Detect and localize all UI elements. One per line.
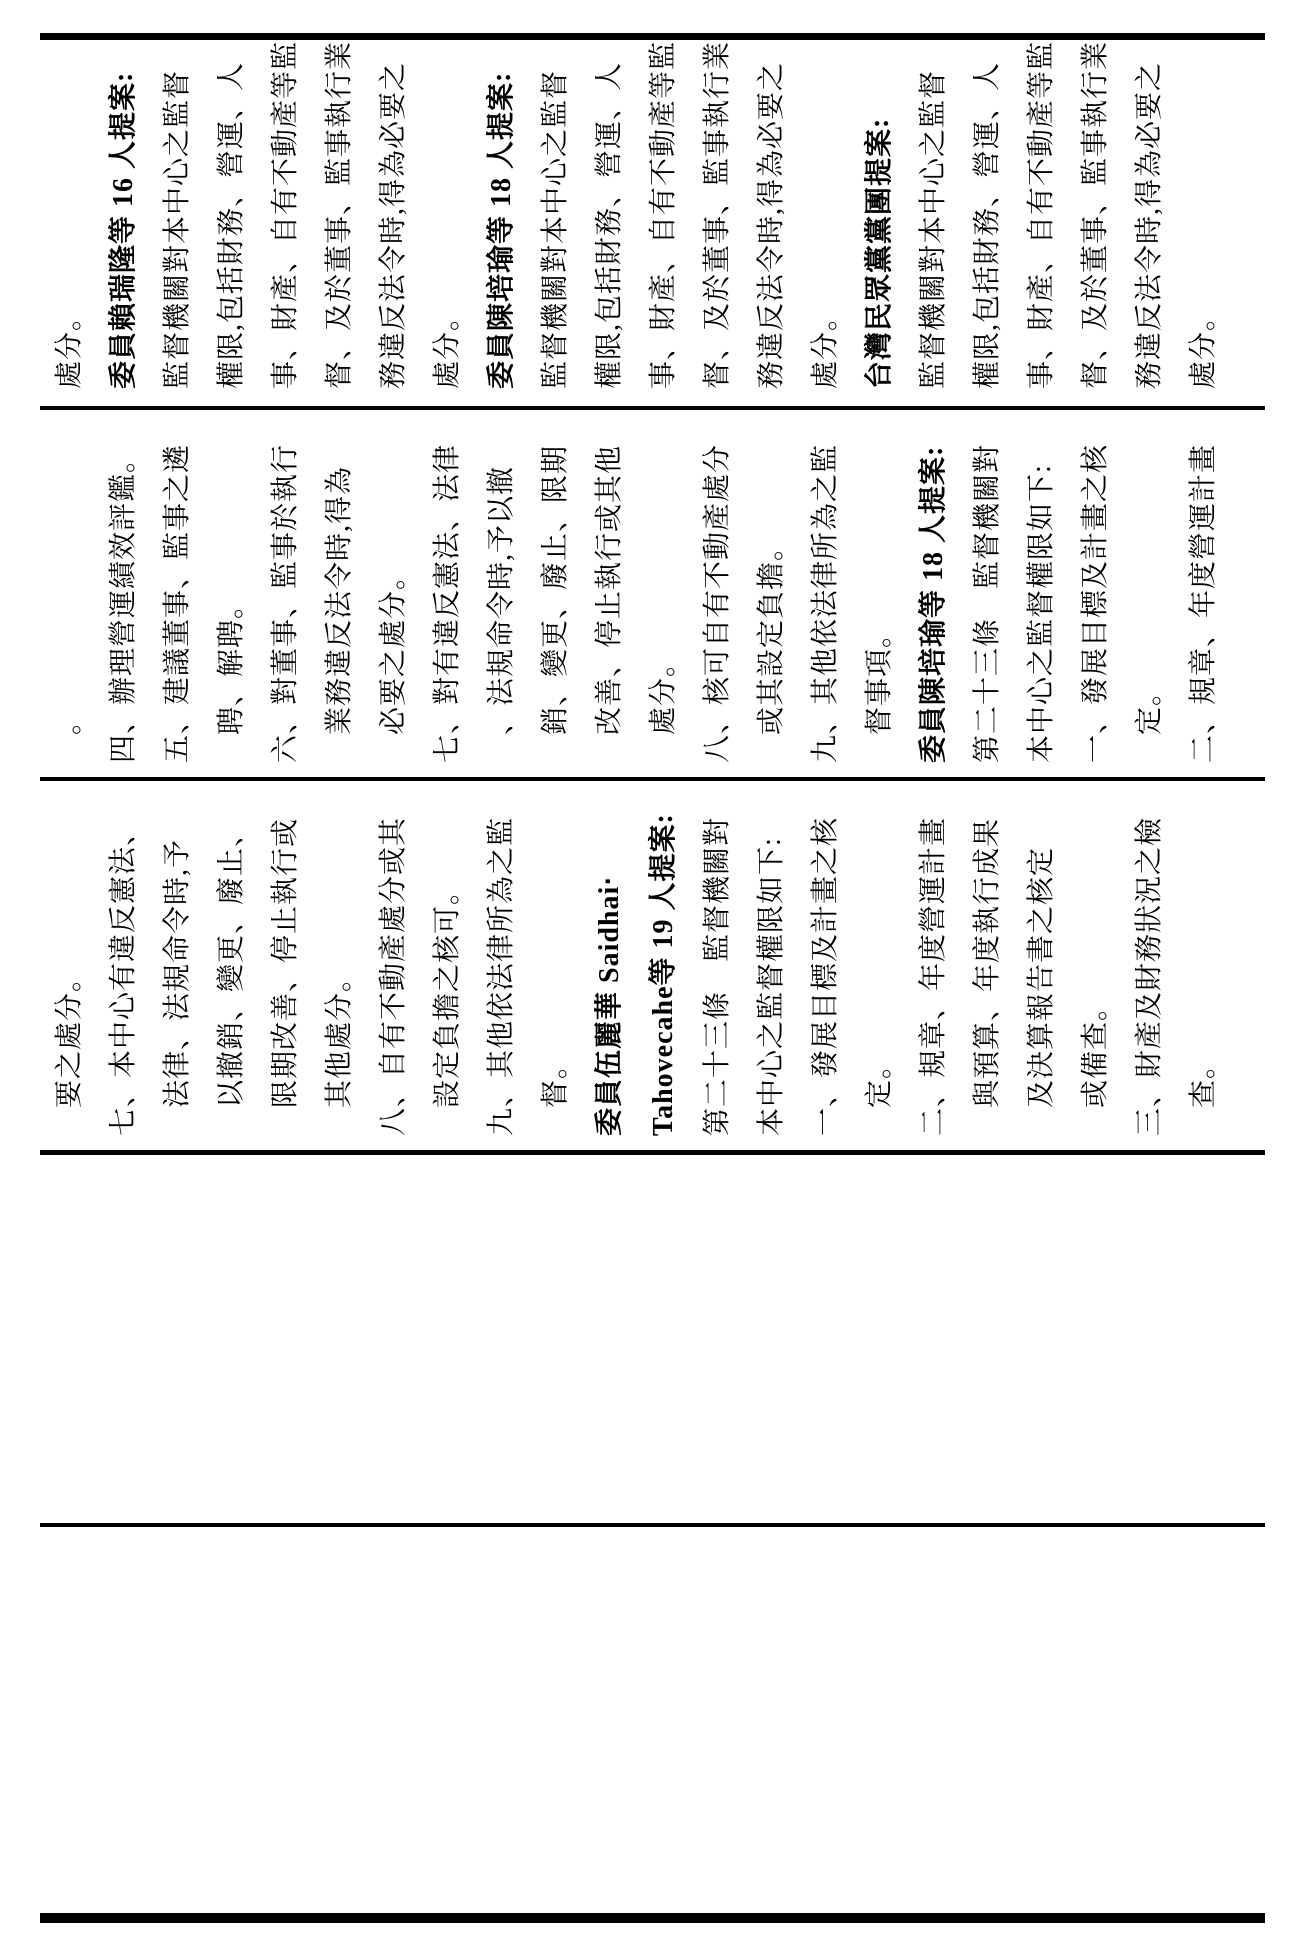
text-line: 處分。 — [432, 301, 463, 389]
text-line: 權限,包括財務、營運、人 — [216, 61, 247, 389]
text-line: 處分。 — [54, 301, 85, 389]
text-line: Tahovecahe等 19 人提案: — [648, 813, 679, 1136]
text-line: 或其設定負擔。 — [756, 531, 787, 735]
text-line: 事、財產、自有不動產等監 — [648, 40, 679, 389]
text-line: 處分。 — [810, 301, 841, 389]
text-line: 銷、變更、廢止、限期 — [540, 444, 571, 735]
text-line: 限期改善、停止執行或 — [270, 817, 301, 1108]
text-line: 六、對董事、監事於執行 — [270, 443, 301, 763]
text-line: 監督機關對本中心之監督 — [162, 69, 193, 389]
text-line: 委員賴瑞隆等 16 人提案: — [108, 71, 139, 389]
text-line: 處分。 — [648, 647, 679, 735]
table-column-text-5 — [40, 40, 1265, 403]
text-line: 或備查。 — [1080, 991, 1111, 1108]
text-line: 委員陳培瑜等 18 人提案: — [486, 71, 517, 389]
text-line: 七、對有違反憲法、法律 — [432, 443, 463, 763]
text-line: 查。 — [1188, 1049, 1219, 1108]
text-line: 業務違反法令時,得為 — [324, 465, 355, 735]
text-line: 務違反法令時,得為必要之 — [378, 61, 409, 389]
text-line: 本中心之監督權限如下: — [756, 837, 787, 1136]
text-line: 、法規命令時,予以撤 — [486, 465, 517, 735]
text-line: 務違反法令時,得為必要之 — [756, 61, 787, 389]
text-line: 。 — [54, 705, 85, 735]
text-line: 二、規章、年度營運計畫 — [1188, 443, 1219, 763]
text-line: 改善、停止執行或其他 — [594, 444, 625, 735]
text-line: 要之處分。 — [54, 962, 85, 1108]
text-line: 第二十三條 監督機關對 — [972, 443, 1003, 763]
text-line: 督、及於董事、監事執行業 — [702, 40, 733, 389]
text-line: 事、財產、自有不動產等監 — [1026, 40, 1057, 389]
text-line: 權限,包括財務、營運、人 — [972, 61, 1003, 389]
text-line: 委員陳培瑜等 18 人提案: — [918, 445, 949, 763]
text-line: 八、自有不動產處分或其 — [378, 816, 409, 1136]
text-line: 設定負擔之核可。 — [432, 875, 463, 1108]
table-column-empty-1 — [40, 1527, 1265, 1913]
text-line: 一、發展目標及計畫之核 — [810, 816, 841, 1136]
text-line: 督事項。 — [864, 618, 895, 735]
text-line: 三、財產及財務狀況之檢 — [1134, 816, 1165, 1136]
text-line: 法律、法規命令時,予 — [162, 838, 193, 1108]
table-column-empty-2 — [40, 1155, 1265, 1523]
text-line: 務違反法令時,得為必要之 — [1134, 61, 1165, 389]
text-line: 九、其他依法律所為之監 — [486, 816, 517, 1136]
text-line: 第二十三條 監督機關對 — [702, 816, 733, 1136]
table-outer-border-left — [40, 1913, 1265, 1923]
text-line: 權限,包括財務、營運、人 — [594, 61, 625, 389]
table-outer-border-right — [40, 33, 1265, 40]
text-line: 處分。 — [1188, 301, 1219, 389]
text-line: 五、建議董事、監事之遴 — [162, 443, 193, 763]
text-line: 定。 — [864, 1049, 895, 1108]
text-line: 必要之處分。 — [378, 560, 409, 735]
text-line: 二、規章、年度營運計畫 — [918, 816, 949, 1136]
table-column-text-3 — [40, 781, 1265, 1150]
text-line: 與預算、年度執行成果 — [972, 817, 1003, 1108]
text-line: 本中心之監督權限如下: — [1026, 464, 1057, 763]
text-line: 委員伍麗華 Saidhai‧ — [594, 875, 625, 1136]
text-line: 及決算報告書之核定 — [1026, 846, 1057, 1108]
text-line: 監督機關對本中心之監督 — [540, 69, 571, 389]
text-line: 事、財產、自有不動產等監 — [270, 40, 301, 389]
text-line: 一、發展目標及計畫之核 — [1080, 443, 1111, 763]
text-line: 督。 — [540, 1049, 571, 1108]
text-line: 定。 — [1134, 676, 1165, 735]
text-line: 七、本中心有違反憲法、 — [108, 816, 139, 1136]
text-line: 其他處分。 — [324, 962, 355, 1108]
text-line: 督、及於董事、監事執行業 — [1080, 40, 1111, 389]
text-line: 督、及於董事、監事執行業 — [324, 40, 355, 389]
text-line: 四、辦理營運績效評鑑。 — [108, 443, 139, 763]
text-line: 監督機關對本中心之監督 — [918, 69, 949, 389]
text-line: 以撤銷、變更、廢止、 — [216, 817, 247, 1108]
text-line: 八、核可自有不動產處分 — [702, 443, 733, 763]
text-line: 台灣民眾黨黨團提案: — [864, 117, 895, 389]
text-line: 聘、解聘。 — [216, 589, 247, 735]
table-column-text-4 — [40, 410, 1265, 777]
text-line: 九、其他依法律所為之監 — [810, 443, 841, 763]
